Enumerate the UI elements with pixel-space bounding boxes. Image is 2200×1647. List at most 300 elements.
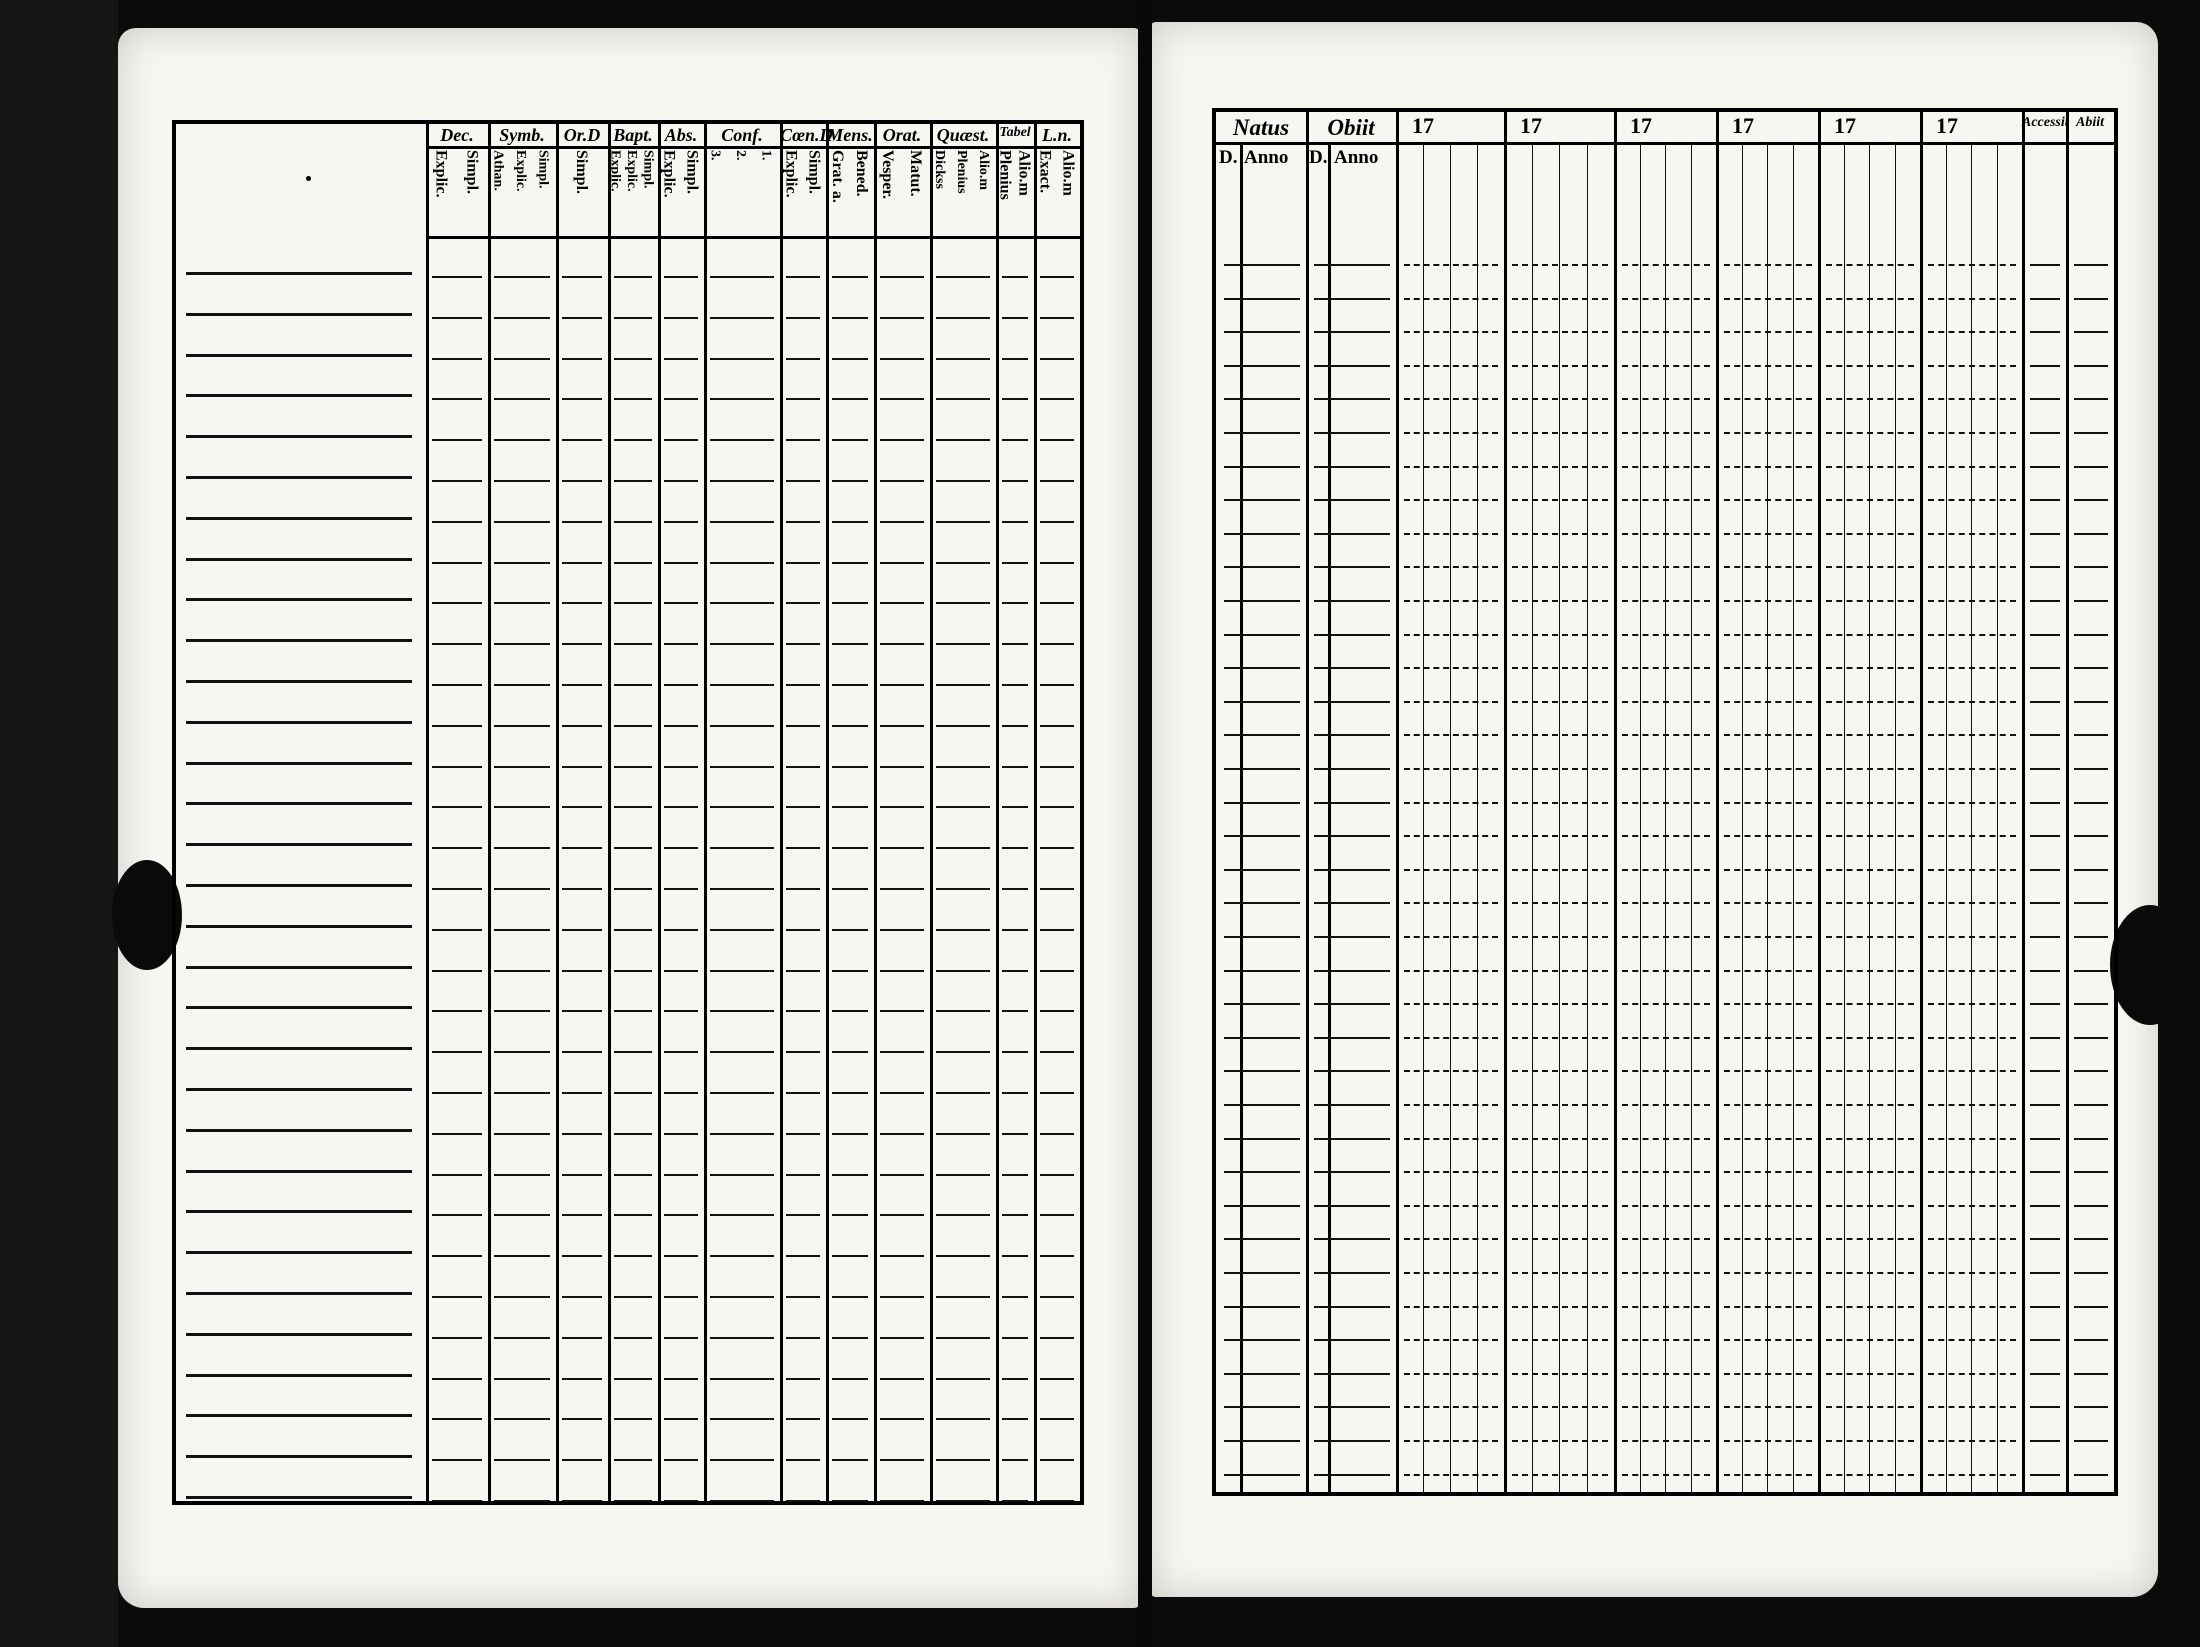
entry-line — [2030, 365, 2060, 367]
entry-line — [1040, 602, 1074, 604]
entry-line — [1724, 1205, 1812, 1207]
entry-line — [1404, 600, 1498, 602]
entry-line — [1724, 1272, 1812, 1274]
entry-line — [1826, 1440, 1914, 1442]
entry-line — [1314, 466, 1390, 468]
column-header: Abiit — [2075, 115, 2104, 130]
entry-line — [432, 1500, 482, 1502]
column-header: L.n. — [1041, 125, 1072, 145]
entry-line — [432, 684, 482, 686]
entry-line — [1724, 1003, 1812, 1005]
entry-line — [710, 1010, 774, 1012]
entry-line — [1622, 264, 1710, 266]
entry-line — [2074, 734, 2108, 736]
entry-line — [786, 806, 820, 808]
entry-line — [786, 847, 820, 849]
entry-line — [710, 1174, 774, 1176]
entry-line — [1040, 1092, 1074, 1094]
entry-line — [1224, 869, 1300, 871]
entry-line — [562, 806, 602, 808]
name-line — [186, 925, 412, 928]
entry-line — [1622, 1205, 1710, 1207]
entry-line — [1724, 499, 1812, 501]
entry-line — [1724, 667, 1812, 669]
entry-line — [1040, 1255, 1074, 1257]
entry-line — [1040, 1337, 1074, 1339]
entry-line — [494, 521, 550, 523]
column-subheader: Explic. — [624, 150, 639, 192]
name-line — [186, 1496, 412, 1499]
entry-line — [936, 276, 990, 278]
column-header: Or.D — [563, 125, 601, 145]
entry-line — [2030, 802, 2060, 804]
entry-line — [1314, 734, 1390, 736]
entry-line — [2030, 1272, 2060, 1274]
entry-line — [832, 643, 868, 645]
year-subcolumn-divider — [1742, 142, 1743, 1492]
entry-line — [664, 970, 698, 972]
entry-line — [832, 562, 868, 564]
entry-line — [432, 1174, 482, 1176]
entry-line — [1314, 600, 1390, 602]
entry-line — [1224, 1003, 1300, 1005]
entry-line — [1826, 1070, 1914, 1072]
column-subheader: Explic. — [660, 150, 678, 198]
column-subheader: Anno — [1334, 147, 1379, 168]
entry-line — [832, 847, 868, 849]
entry-line — [1314, 1138, 1390, 1140]
entry-line — [1224, 1037, 1300, 1039]
entry-line — [1314, 1272, 1390, 1274]
day-year-divider — [1328, 142, 1331, 1492]
entry-line — [614, 1133, 652, 1135]
column-header: 17 — [1412, 113, 1434, 138]
entry-line — [432, 1337, 482, 1339]
entry-line — [562, 439, 602, 441]
entry-line — [710, 929, 774, 931]
entry-line — [2030, 1306, 2060, 1308]
entry-line — [710, 562, 774, 564]
entry-line — [562, 1051, 602, 1053]
entry-line — [1622, 331, 1710, 333]
entry-line — [494, 480, 550, 482]
entry-line — [614, 1010, 652, 1012]
entry-line — [1724, 902, 1812, 904]
entry-line — [1622, 499, 1710, 501]
entry-line — [2030, 298, 2060, 300]
entry-line — [832, 1255, 868, 1257]
entry-line — [832, 1337, 868, 1339]
entry-line — [1622, 869, 1710, 871]
entry-line — [614, 643, 652, 645]
entry-line — [1826, 264, 1914, 266]
entry-line — [562, 766, 602, 768]
entry-line — [1826, 1238, 1914, 1240]
year-subcolumn-divider — [1946, 142, 1947, 1492]
entry-line — [710, 1133, 774, 1135]
entry-line — [1314, 1104, 1390, 1106]
entry-line — [1928, 264, 2016, 266]
name-line — [186, 1333, 412, 1336]
entry-line — [786, 643, 820, 645]
entry-line — [2030, 1171, 2060, 1173]
entry-line — [786, 1418, 820, 1420]
entry-line — [936, 847, 990, 849]
entry-line — [2030, 869, 2060, 871]
entry-line — [432, 1418, 482, 1420]
entry-line — [614, 806, 652, 808]
entry-line — [2074, 1037, 2108, 1039]
entry-line — [1512, 432, 1608, 434]
entry-line — [562, 929, 602, 931]
entry-line — [494, 766, 550, 768]
entry-line — [1512, 1440, 1608, 1442]
entry-line — [2074, 1238, 2108, 1240]
entry-line — [832, 1500, 868, 1502]
entry-line — [1224, 600, 1300, 602]
column-divider — [1920, 112, 1923, 1492]
name-line — [186, 639, 412, 642]
column-subheader: Simpl. — [683, 150, 701, 195]
entry-line — [1314, 1037, 1390, 1039]
entry-line — [562, 970, 602, 972]
entry-line — [2030, 264, 2060, 266]
entry-line — [2030, 734, 2060, 736]
entry-line — [832, 1174, 868, 1176]
entry-line — [614, 725, 652, 727]
entry-line — [936, 1010, 990, 1012]
entry-line — [1404, 869, 1498, 871]
name-line — [186, 762, 412, 765]
entry-line — [1040, 1500, 1074, 1502]
entry-line — [1826, 1138, 1914, 1140]
entry-line — [432, 1133, 482, 1135]
entry-line — [880, 847, 924, 849]
entry-line — [2030, 1474, 2060, 1476]
entry-line — [664, 1214, 698, 1216]
entry-line — [562, 602, 602, 604]
entry-line — [494, 1092, 550, 1094]
entry-line — [614, 317, 652, 319]
entry-line — [494, 439, 550, 441]
entry-line — [880, 521, 924, 523]
stray-mark — [306, 176, 311, 181]
entry-line — [1404, 734, 1498, 736]
entry-line — [1724, 432, 1812, 434]
entry-line — [2030, 768, 2060, 770]
entry-line — [1224, 264, 1300, 266]
entry-line — [1622, 970, 1710, 972]
entry-line — [1404, 1104, 1498, 1106]
entry-line — [1512, 1306, 1608, 1308]
entry-line — [432, 725, 482, 727]
entry-line — [936, 317, 990, 319]
entry-line — [614, 276, 652, 278]
entry-line — [494, 1133, 550, 1135]
entry-line — [1928, 398, 2016, 400]
entry-line — [494, 847, 550, 849]
column-header: Quæst. — [936, 125, 990, 145]
entry-line — [432, 276, 482, 278]
entry-line — [1040, 643, 1074, 645]
entry-line — [1512, 1037, 1608, 1039]
entry-line — [880, 1500, 924, 1502]
entry-line — [880, 398, 924, 400]
column-subheader: Simpl. — [805, 150, 823, 195]
entry-line — [432, 1459, 482, 1461]
entry-line — [1724, 566, 1812, 568]
entry-line — [832, 276, 868, 278]
entry-line — [1404, 701, 1498, 703]
entry-line — [1622, 936, 1710, 938]
entry-line — [1404, 533, 1498, 535]
column-header: 17 — [1936, 113, 1958, 138]
column-header: Mens. — [827, 125, 873, 145]
entry-line — [1404, 970, 1498, 972]
entry-line — [1928, 1238, 2016, 1240]
entry-line — [1404, 768, 1498, 770]
entry-line — [1404, 499, 1498, 501]
entry-line — [1622, 1003, 1710, 1005]
entry-line — [2074, 1406, 2108, 1408]
entry-line — [1724, 1104, 1812, 1106]
column-subheader: 2. — [733, 150, 748, 161]
entry-line — [664, 1051, 698, 1053]
entry-line — [1040, 1296, 1074, 1298]
column-divider — [826, 124, 829, 1501]
entry-line — [1928, 802, 2016, 804]
entry-line — [1224, 802, 1300, 804]
column-subheader: Explic. — [607, 150, 623, 192]
entry-line — [832, 1010, 868, 1012]
column-header: Conf. — [721, 125, 763, 145]
entry-line — [1826, 1306, 1914, 1308]
entry-line — [1928, 1037, 2016, 1039]
entry-line — [832, 684, 868, 686]
entry-line — [664, 398, 698, 400]
column-divider — [1396, 112, 1399, 1492]
year-subcolumn-divider — [1587, 142, 1588, 1492]
entry-line — [832, 1378, 868, 1380]
entry-line — [1724, 264, 1812, 266]
entry-line — [2074, 902, 2108, 904]
entry-line — [1512, 331, 1608, 333]
entry-line — [1724, 331, 1812, 333]
entry-line — [1404, 1171, 1498, 1173]
entry-line — [832, 929, 868, 931]
entry-line — [786, 1459, 820, 1461]
entry-line — [1826, 331, 1914, 333]
entry-line — [880, 766, 924, 768]
entry-line — [1928, 432, 2016, 434]
entry-line — [562, 888, 602, 890]
entry-line — [1224, 701, 1300, 703]
entry-line — [1224, 566, 1300, 568]
column-divider — [556, 124, 559, 1501]
entry-line — [1224, 331, 1300, 333]
entry-line — [2030, 667, 2060, 669]
entry-line — [432, 1010, 482, 1012]
entry-line — [1826, 566, 1914, 568]
column-header: Obiit — [1327, 115, 1375, 140]
entry-line — [1928, 1205, 2016, 1207]
year-subcolumn-divider — [1691, 142, 1692, 1492]
column-subheader: Plenius — [954, 150, 969, 194]
entry-line — [432, 562, 482, 564]
entry-line — [1724, 802, 1812, 804]
entry-line — [2074, 802, 2108, 804]
entry-line — [1928, 1070, 2016, 1072]
column-divider — [426, 124, 429, 1501]
entry-line — [880, 1174, 924, 1176]
entry-line — [1622, 1138, 1710, 1140]
right-register-form — [1212, 108, 2118, 1496]
entry-line — [432, 602, 482, 604]
year-subcolumn-divider — [1532, 142, 1533, 1492]
year-subcolumn-divider — [1423, 142, 1424, 1492]
entry-line — [832, 1214, 868, 1216]
entry-line — [1404, 398, 1498, 400]
entry-line — [786, 684, 820, 686]
entry-line — [710, 1051, 774, 1053]
entry-line — [494, 276, 550, 278]
entry-line — [1512, 264, 1608, 266]
entry-line — [1314, 667, 1390, 669]
entry-line — [710, 439, 774, 441]
entry-line — [664, 1378, 698, 1380]
entry-line — [1622, 432, 1710, 434]
entry-line — [1826, 600, 1914, 602]
entry-line — [494, 602, 550, 604]
entry-line — [562, 1296, 602, 1298]
entry-line — [1040, 1418, 1074, 1420]
entry-line — [2030, 1205, 2060, 1207]
entry-line — [936, 766, 990, 768]
entry-line — [664, 1010, 698, 1012]
entry-line — [2074, 1003, 2108, 1005]
entry-line — [2074, 432, 2108, 434]
entry-line — [786, 1214, 820, 1216]
entry-line — [1928, 634, 2016, 636]
entry-line — [1622, 533, 1710, 535]
entry-line — [2030, 432, 2060, 434]
entry-line — [1314, 869, 1390, 871]
name-line — [186, 394, 412, 397]
entry-line — [936, 562, 990, 564]
entry-line — [1314, 1474, 1390, 1476]
entry-line — [1002, 1214, 1028, 1216]
entry-line — [1404, 1070, 1498, 1072]
entry-line — [786, 358, 820, 360]
entry-line — [562, 725, 602, 727]
entry-line — [1622, 1037, 1710, 1039]
entry-line — [1928, 667, 2016, 669]
entry-line — [614, 602, 652, 604]
entry-line — [432, 398, 482, 400]
column-subheader: Simpl. — [640, 150, 656, 189]
entry-line — [2074, 970, 2108, 972]
entry-line — [664, 929, 698, 931]
entry-line — [2030, 634, 2060, 636]
entry-line — [1928, 600, 2016, 602]
column-header: Abs. — [664, 125, 698, 145]
name-line — [186, 476, 412, 479]
left-register-form — [172, 120, 1084, 1505]
entry-line — [1928, 869, 2016, 871]
entry-line — [1512, 1205, 1608, 1207]
entry-line — [494, 684, 550, 686]
entry-line — [1404, 432, 1498, 434]
entry-line — [1928, 1339, 2016, 1341]
entry-line — [1404, 1474, 1498, 1476]
entry-line — [1040, 725, 1074, 727]
entry-line — [1622, 802, 1710, 804]
column-divider — [2066, 112, 2069, 1492]
entry-line — [1314, 566, 1390, 568]
entry-line — [786, 970, 820, 972]
entry-line — [1404, 1238, 1498, 1240]
entry-line — [710, 888, 774, 890]
name-line — [186, 598, 412, 601]
entry-line — [2074, 701, 2108, 703]
entry-line — [1002, 847, 1028, 849]
entry-line — [2030, 566, 2060, 568]
entry-line — [2074, 1474, 2108, 1476]
entry-line — [786, 521, 820, 523]
entry-line — [1622, 1238, 1710, 1240]
entry-line — [880, 1092, 924, 1094]
entry-line — [936, 1337, 990, 1339]
entry-line — [1224, 768, 1300, 770]
entry-line — [1224, 533, 1300, 535]
entry-line — [936, 643, 990, 645]
entry-line — [880, 1459, 924, 1461]
entry-line — [2030, 600, 2060, 602]
entry-line — [1002, 1500, 1028, 1502]
page-clip-right — [2110, 905, 2190, 1025]
entry-line — [494, 888, 550, 890]
entry-line — [1512, 365, 1608, 367]
entry-line — [1512, 835, 1608, 837]
entry-line — [1512, 298, 1608, 300]
entry-line — [1512, 566, 1608, 568]
entry-line — [710, 480, 774, 482]
entry-line — [562, 562, 602, 564]
entry-line — [614, 1378, 652, 1380]
entry-line — [880, 602, 924, 604]
entry-line — [1724, 634, 1812, 636]
entry-line — [1404, 1306, 1498, 1308]
entry-line — [1224, 1238, 1300, 1240]
entry-line — [710, 276, 774, 278]
entry-line — [614, 766, 652, 768]
column-divider — [1614, 112, 1617, 1492]
column-header: Symb. — [499, 125, 545, 145]
entry-line — [562, 1337, 602, 1339]
entry-line — [664, 276, 698, 278]
entry-line — [1224, 1138, 1300, 1140]
entry-line — [2030, 398, 2060, 400]
entry-line — [2030, 1440, 2060, 1442]
entry-line — [1002, 806, 1028, 808]
entry-line — [832, 480, 868, 482]
entry-line — [1826, 1406, 1914, 1408]
name-line — [186, 1292, 412, 1295]
entry-line — [562, 1214, 602, 1216]
entry-line — [936, 888, 990, 890]
column-header: 17 — [1834, 113, 1856, 138]
entry-line — [1622, 734, 1710, 736]
